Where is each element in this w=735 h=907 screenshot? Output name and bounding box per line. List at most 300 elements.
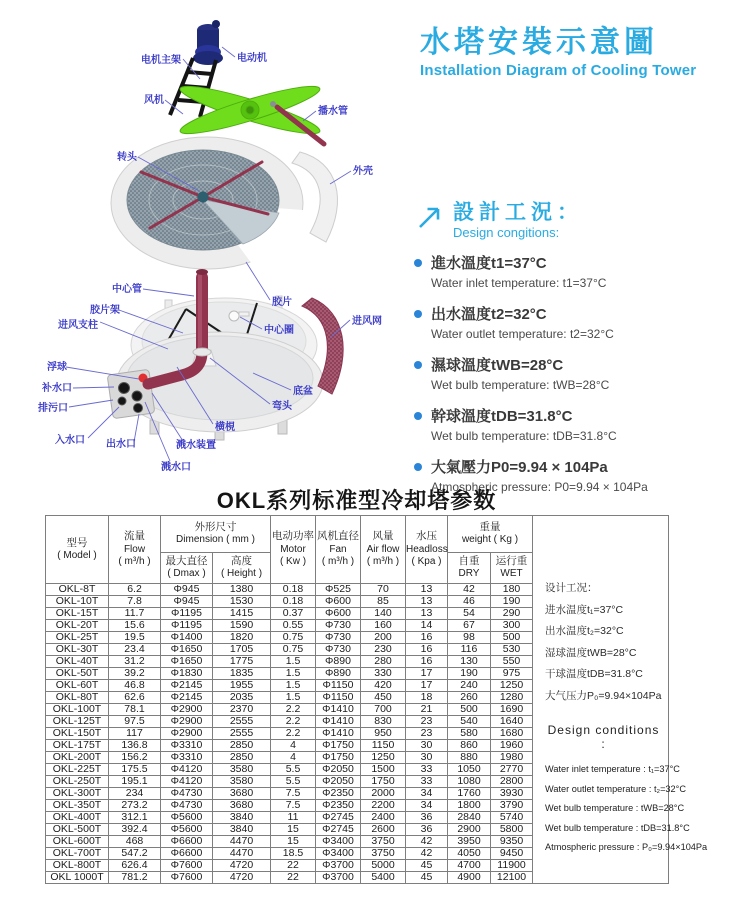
fan — [177, 79, 323, 142]
table-cell: 450 — [361, 692, 406, 704]
table-cell: 1640 — [491, 716, 533, 728]
table-cell: Φ1195 — [161, 608, 213, 620]
table-cell: 392.4 — [109, 824, 161, 836]
design-conditions-section — [414, 201, 729, 494]
diagram-label-center-pipe: 中心管 — [112, 284, 142, 295]
table-cell: 1.5 — [271, 656, 316, 668]
table-cell: Φ4730 — [161, 800, 213, 812]
table-cell: OKL-80T — [46, 692, 109, 704]
table-cell: Φ1650 — [161, 656, 213, 668]
table-cell: 950 — [361, 728, 406, 740]
table-cell: 18.5 — [271, 848, 316, 860]
table-cell: 2770 — [491, 764, 533, 776]
condition-zh: 濕球溫度tWB=28°C — [431, 357, 564, 375]
table-cell: 1.5 — [271, 692, 316, 704]
table-cell: 4900 — [448, 872, 491, 884]
table-cell: Φ2145 — [161, 680, 213, 692]
table-cell: 23.4 — [109, 644, 161, 656]
table-cell: 30 — [406, 752, 448, 764]
col-header-headloss: 水压 Headloss ( Kpa ) — [406, 516, 448, 584]
table-cell: OKL-8T — [46, 584, 109, 596]
table-cell: 46 — [448, 596, 491, 608]
table-cell: Φ7600 — [161, 872, 213, 884]
table-cell: 13 — [406, 596, 448, 608]
table-cell: 2400 — [361, 812, 406, 824]
table-body — [46, 516, 708, 884]
table-cell: 11.7 — [109, 608, 161, 620]
table-cell: 330 — [361, 668, 406, 680]
table-cell: Φ4730 — [161, 788, 213, 800]
table-cell: Φ890 — [316, 656, 361, 668]
table-cell: Φ1195 — [161, 620, 213, 632]
col-header-fan: 风机直径 Fan ( m³/h ) — [316, 516, 361, 584]
table-cell: 2850 — [213, 740, 271, 752]
table-cell: 5.5 — [271, 776, 316, 788]
table-cell: 0.55 — [271, 620, 316, 632]
table-cell: 4700 — [448, 860, 491, 872]
table-cell: 1750 — [361, 776, 406, 788]
design-conditions-title: 設計工況： — [453, 201, 583, 224]
table-cell: 116 — [448, 644, 491, 656]
diagram-label-fill-media: 胶片 — [272, 297, 292, 308]
table-cell: 175.5 — [109, 764, 161, 776]
table-cell: 200 — [361, 632, 406, 644]
table-cell: 830 — [361, 716, 406, 728]
table-cell: Φ2900 — [161, 716, 213, 728]
motor — [193, 20, 223, 65]
table-cell: 190 — [448, 668, 491, 680]
table-cell: 0.18 — [271, 596, 316, 608]
table-cell: 2.2 — [271, 704, 316, 716]
condition-en: Wet bulb temperature: tDB=31.8°C — [431, 429, 617, 444]
table-cell: Φ1830 — [161, 668, 213, 680]
table-cell: Φ2350 — [316, 800, 361, 812]
table-cell: 3680 — [213, 800, 271, 812]
table-cell: 7.5 — [271, 788, 316, 800]
page-title-block — [420, 26, 725, 79]
table-cell: 1980 — [491, 752, 533, 764]
table-cell: 1530 — [213, 596, 271, 608]
table-cell: 1590 — [213, 620, 271, 632]
table-cell: 1415 — [213, 608, 271, 620]
table-cell: 36 — [406, 824, 448, 836]
table-cell: Φ1410 — [316, 704, 361, 716]
table-cell: 15.6 — [109, 620, 161, 632]
table-cell: 1760 — [448, 788, 491, 800]
bullet-icon — [414, 259, 422, 267]
table-cell: Φ2745 — [316, 812, 361, 824]
table-cell: 0.37 — [271, 608, 316, 620]
design-condition-item — [414, 303, 729, 341]
table-cell: Φ890 — [316, 668, 361, 680]
notes-en-block: Design conditions : Water inlet temperature : t₁=37°C Water outlet temperature : t₂=32°C Wet bulb temperature : tWB=28°C Wet bulb temperature : tDB=31.8°C Atmospheric pressure : P₀=9.94×104Pa — [545, 723, 708, 852]
table-cell: 3840 — [213, 812, 271, 824]
table-cell: 312.1 — [109, 812, 161, 824]
table-cell: 31.2 — [109, 656, 161, 668]
table-cell: 70 — [361, 584, 406, 596]
table-cell: 34 — [406, 788, 448, 800]
col-header-motor: 电动功率 Motor ( Kw ) — [271, 516, 316, 584]
cooling-tower-diagram — [0, 0, 410, 480]
table-cell: OKL-50T — [46, 668, 109, 680]
table-cell: 2600 — [361, 824, 406, 836]
diagram-label-basin: 底盆 — [293, 386, 313, 397]
table-cell: Φ1150 — [316, 692, 361, 704]
col-header-dimension: 外形尺寸 Dimension ( mm ) — [161, 516, 271, 553]
table-cell: 530 — [491, 644, 533, 656]
design-conditions-list — [414, 252, 729, 494]
table-cell: 860 — [448, 740, 491, 752]
table-cell: Φ4120 — [161, 776, 213, 788]
table-cell: 67 — [448, 620, 491, 632]
table-cell: 2555 — [213, 716, 271, 728]
table-cell: Φ3700 — [316, 860, 361, 872]
col-header-height: 高度 ( Height ) — [213, 553, 271, 584]
table-cell: Φ2900 — [161, 728, 213, 740]
table-cell: 5400 — [361, 872, 406, 884]
table-cell: 420 — [361, 680, 406, 692]
table-cell: 156.2 — [109, 752, 161, 764]
table-cell: 45 — [406, 860, 448, 872]
diagram-label-float-ball: 浮球 — [47, 362, 67, 373]
table-cell: 23 — [406, 716, 448, 728]
table-cell: 260 — [448, 692, 491, 704]
design-condition-item — [414, 405, 729, 443]
diagram-label-outer-shell: 外壳 — [353, 166, 373, 177]
table-cell: Φ1750 — [316, 740, 361, 752]
table-cell: 2035 — [213, 692, 271, 704]
diagram-label-splash-port: 溅水口 — [161, 462, 191, 473]
table-cell: 98 — [448, 632, 491, 644]
table-cell: 9450 — [491, 848, 533, 860]
condition-en: Water inlet temperature: t1=37°C — [431, 276, 607, 291]
table-cell: 1.5 — [271, 668, 316, 680]
table-cell: 9350 — [491, 836, 533, 848]
table-cell: Φ5600 — [161, 824, 213, 836]
table-cell: Φ1410 — [316, 728, 361, 740]
table-cell: OKL-700T — [46, 848, 109, 860]
table-cell: 3790 — [491, 800, 533, 812]
table-cell: 85 — [361, 596, 406, 608]
diagram-label-fan: 风机 — [144, 95, 164, 106]
table-cell: Φ3700 — [316, 872, 361, 884]
diagram-label-cross-pipe: 横梘 — [215, 422, 235, 433]
table-cell: 2800 — [491, 776, 533, 788]
table-cell: 36 — [406, 812, 448, 824]
diagram-label-sprinkler-pipe: 播水管 — [318, 106, 348, 117]
table-cell: 1080 — [448, 776, 491, 788]
table-cell: 2370 — [213, 704, 271, 716]
condition-zh: 大氣壓力P0=9.94 × 104Pa — [431, 459, 608, 477]
table-cell: 5.5 — [271, 764, 316, 776]
table-cell: 4050 — [448, 848, 491, 860]
table-cell: OKL 1000T — [46, 872, 109, 884]
table-cell: Φ730 — [316, 632, 361, 644]
table-cell: 3930 — [491, 788, 533, 800]
table-cell: 2.2 — [271, 716, 316, 728]
table-cell: 78.1 — [109, 704, 161, 716]
notes-zh-block: 设计工况： 进水温度t₁=37°C 出水温度t₂=32°C 湿球温度tWB=28°C 干球温度tDB=31.8°C 大气压力P₀=9.94×104Pa — [545, 582, 662, 702]
diagram-label-inlet-port: 入水口 — [55, 435, 85, 446]
col-header-model: 型号 ( Model ) — [46, 516, 109, 584]
table-cell: 500 — [448, 704, 491, 716]
table-cell: 290 — [491, 608, 533, 620]
table-cell: 5000 — [361, 860, 406, 872]
table-cell: OKL-20T — [46, 620, 109, 632]
table-cell: Φ600 — [316, 596, 361, 608]
table-cell: 300 — [491, 620, 533, 632]
table-cell: Φ1410 — [316, 716, 361, 728]
table-cell: 33 — [406, 776, 448, 788]
table-cell: 160 — [361, 620, 406, 632]
diagram-label-motor-frame: 电机主架 — [141, 55, 181, 66]
table-cell: Φ3310 — [161, 740, 213, 752]
table-cell: 11 — [271, 812, 316, 824]
page-subtitle: Installation Diagram of Cooling Tower — [420, 62, 697, 79]
table-cell: 11900 — [491, 860, 533, 872]
table-cell: 54 — [448, 608, 491, 620]
table-cell: 880 — [448, 752, 491, 764]
table-cell: Φ1150 — [316, 680, 361, 692]
table-cell: 2200 — [361, 800, 406, 812]
table-cell: 33 — [406, 764, 448, 776]
table-cell: 1775 — [213, 656, 271, 668]
table-cell: OKL-400T — [46, 812, 109, 824]
table-cell: 540 — [448, 716, 491, 728]
bullet-icon — [414, 463, 422, 471]
table-cell: Φ2745 — [316, 824, 361, 836]
diagram-label-splash-device: 溅水装置 — [176, 440, 216, 451]
table-cell: Φ945 — [161, 584, 213, 596]
table-cell: 6.2 — [109, 584, 161, 596]
diagram-label-air-inlet-mesh: 进风网 — [352, 316, 382, 327]
table-cell: 3680 — [213, 788, 271, 800]
table-cell: Φ1400 — [161, 632, 213, 644]
table-cell: 700 — [361, 704, 406, 716]
table-cell: Φ3400 — [316, 836, 361, 848]
col-header-dmax: 最大直径 ( Dmax ) — [161, 553, 213, 584]
table-cell: 3750 — [361, 836, 406, 848]
table-cell: 1955 — [213, 680, 271, 692]
bullet-icon — [414, 361, 422, 369]
table-cell: OKL-200T — [46, 752, 109, 764]
table-cell: 580 — [448, 728, 491, 740]
table-cell: 42 — [406, 836, 448, 848]
table-cell: 1705 — [213, 644, 271, 656]
table-cell: OKL-250T — [46, 776, 109, 788]
table-cell: 42 — [406, 848, 448, 860]
table-cell: 0.75 — [271, 644, 316, 656]
table-cell: 1500 — [361, 764, 406, 776]
table-cell: 1.5 — [271, 680, 316, 692]
table-cell: 2.2 — [271, 728, 316, 740]
table-cell: Φ2900 — [161, 704, 213, 716]
table-cell: 19.5 — [109, 632, 161, 644]
table-cell: 39.2 — [109, 668, 161, 680]
table-cell: OKL-25T — [46, 632, 109, 644]
table-cell: Φ6600 — [161, 848, 213, 860]
table-cell: 13 — [406, 608, 448, 620]
design-condition-item — [414, 252, 729, 290]
table-cell: 2555 — [213, 728, 271, 740]
table-cell: OKL-300T — [46, 788, 109, 800]
table-cell: 16 — [406, 644, 448, 656]
table-cell: 13 — [406, 584, 448, 596]
table-cell: OKL-800T — [46, 860, 109, 872]
table-cell: 45 — [406, 872, 448, 884]
table-cell: 180 — [491, 584, 533, 596]
table-cell: 17 — [406, 668, 448, 680]
table-cell: 975 — [491, 668, 533, 680]
table-cell: Φ1650 — [161, 644, 213, 656]
diagram-label-center-ring: 中心圈 — [264, 325, 294, 336]
table-cell: 7.5 — [271, 800, 316, 812]
table-cell: 34 — [406, 800, 448, 812]
condition-en: Wet bulb temperature: tWB=28°C — [431, 378, 610, 393]
table-cell: 468 — [109, 836, 161, 848]
table-cell: 273.2 — [109, 800, 161, 812]
table-cell: 46.8 — [109, 680, 161, 692]
table-cell: 550 — [491, 656, 533, 668]
table-cell: 230 — [361, 644, 406, 656]
table-cell: 1250 — [491, 680, 533, 692]
diagram-label-elbow: 弯头 — [272, 401, 292, 412]
table-cell: 5740 — [491, 812, 533, 824]
table-cell: 4470 — [213, 848, 271, 860]
table-cell: 547.2 — [109, 848, 161, 860]
table-cell: 1835 — [213, 668, 271, 680]
table-cell: 23 — [406, 728, 448, 740]
diagram-label-outlet-port: 出水口 — [106, 439, 136, 450]
table-cell: 7.8 — [109, 596, 161, 608]
table-cell: Φ525 — [316, 584, 361, 596]
bullet-icon — [414, 310, 422, 318]
table-cell: 2900 — [448, 824, 491, 836]
table-cell: Φ7600 — [161, 860, 213, 872]
table-cell: 15 — [271, 836, 316, 848]
table-notes-cell — [533, 516, 708, 884]
table-cell: 195.1 — [109, 776, 161, 788]
table-cell: OKL-125T — [46, 716, 109, 728]
table-cell: 1960 — [491, 740, 533, 752]
table-cell: OKL-350T — [46, 800, 109, 812]
table-cell: 280 — [361, 656, 406, 668]
diagram-label-rotary-head: 转头 — [117, 152, 137, 163]
table-header-row — [46, 516, 669, 553]
table-title: OKL系列标准型冷却塔参数 — [216, 488, 497, 513]
table-cell: Φ2050 — [316, 764, 361, 776]
table-cell: OKL-100T — [46, 704, 109, 716]
table-cell: Φ2350 — [316, 788, 361, 800]
table-cell: 3580 — [213, 776, 271, 788]
table-cell: 0.75 — [271, 632, 316, 644]
table-cell: OKL-15T — [46, 608, 109, 620]
col-header-dry: 自重 DRY — [448, 553, 491, 584]
table-cell: 1050 — [448, 764, 491, 776]
table-cell: 4470 — [213, 836, 271, 848]
table-cell: Φ3310 — [161, 752, 213, 764]
design-condition-item — [414, 354, 729, 392]
table-cell: Φ945 — [161, 596, 213, 608]
bullet-icon — [414, 412, 422, 420]
table-cell: 1150 — [361, 740, 406, 752]
design-conditions-subtitle: Design congitions: — [453, 225, 560, 241]
table-cell: 2850 — [213, 752, 271, 764]
table-cell: 18 — [406, 692, 448, 704]
table-cell: 2000 — [361, 788, 406, 800]
col-header-flow: 流量 Flow ( m³/h ) — [109, 516, 161, 584]
table-cell: 16 — [406, 632, 448, 644]
diagram-label-air-inlet-pillar: 进风支柱 — [58, 320, 98, 331]
table-cell: Φ3400 — [316, 848, 361, 860]
table-cell: 1800 — [448, 800, 491, 812]
table-cell: Φ6600 — [161, 836, 213, 848]
table-cell: 190 — [491, 596, 533, 608]
table-cell: 17 — [406, 680, 448, 692]
condition-en: Water outlet temperature: t2=32°C — [431, 327, 614, 342]
table-cell: OKL-175T — [46, 740, 109, 752]
table-cell: Φ2145 — [161, 692, 213, 704]
condition-zh: 進水溫度t1=37°C — [431, 255, 547, 273]
table-cell: 3950 — [448, 836, 491, 848]
table-cell: Φ2050 — [316, 776, 361, 788]
table-cell: OKL-150T — [46, 728, 109, 740]
table-cell: 22 — [271, 860, 316, 872]
table-cell: 3750 — [361, 848, 406, 860]
table-cell: 781.2 — [109, 872, 161, 884]
table-cell: 2840 — [448, 812, 491, 824]
col-header-wet: 运行重 WET — [491, 553, 533, 584]
col-header-weight: 重量 weight ( Kg ) — [448, 516, 533, 553]
diagram-label-fill-frame: 胶片架 — [90, 305, 120, 316]
table-cell: 5800 — [491, 824, 533, 836]
table-cell: 626.4 — [109, 860, 161, 872]
condition-en: Atmospheric pressure: P0=9.94 × 104Pa — [431, 480, 648, 495]
col-header-airflow: 风量 Air flow ( m³/h ) — [361, 516, 406, 584]
table-cell: 16 — [406, 656, 448, 668]
table-cell: 1690 — [491, 704, 533, 716]
table-cell: OKL-10T — [46, 596, 109, 608]
table-cell: Φ5600 — [161, 812, 213, 824]
table-cell: 1820 — [213, 632, 271, 644]
table-cell: 117 — [109, 728, 161, 740]
table-cell: 130 — [448, 656, 491, 668]
table-cell: 62.6 — [109, 692, 161, 704]
table-cell: 15 — [271, 824, 316, 836]
table-cell: OKL-225T — [46, 764, 109, 776]
table-cell: 1280 — [491, 692, 533, 704]
table-cell: Φ730 — [316, 644, 361, 656]
table-cell: Φ730 — [316, 620, 361, 632]
table-cell: 97.5 — [109, 716, 161, 728]
table-cell: OKL-60T — [46, 680, 109, 692]
table-cell: 234 — [109, 788, 161, 800]
table-cell: 1250 — [361, 752, 406, 764]
table-cell: 4 — [271, 740, 316, 752]
table-cell: 240 — [448, 680, 491, 692]
table-cell: 21 — [406, 704, 448, 716]
table-cell: 42 — [448, 584, 491, 596]
table-cell: 1380 — [213, 584, 271, 596]
design-conditions-header — [414, 201, 729, 240]
table-cell: 0.18 — [271, 584, 316, 596]
table-cell: Φ1750 — [316, 752, 361, 764]
diagram-label-drain-port: 排污口 — [38, 403, 68, 414]
table-cell: OKL-500T — [46, 824, 109, 836]
table-cell: 3840 — [213, 824, 271, 836]
arrow-ne-icon — [414, 201, 444, 231]
table-cell: 12100 — [491, 872, 533, 884]
